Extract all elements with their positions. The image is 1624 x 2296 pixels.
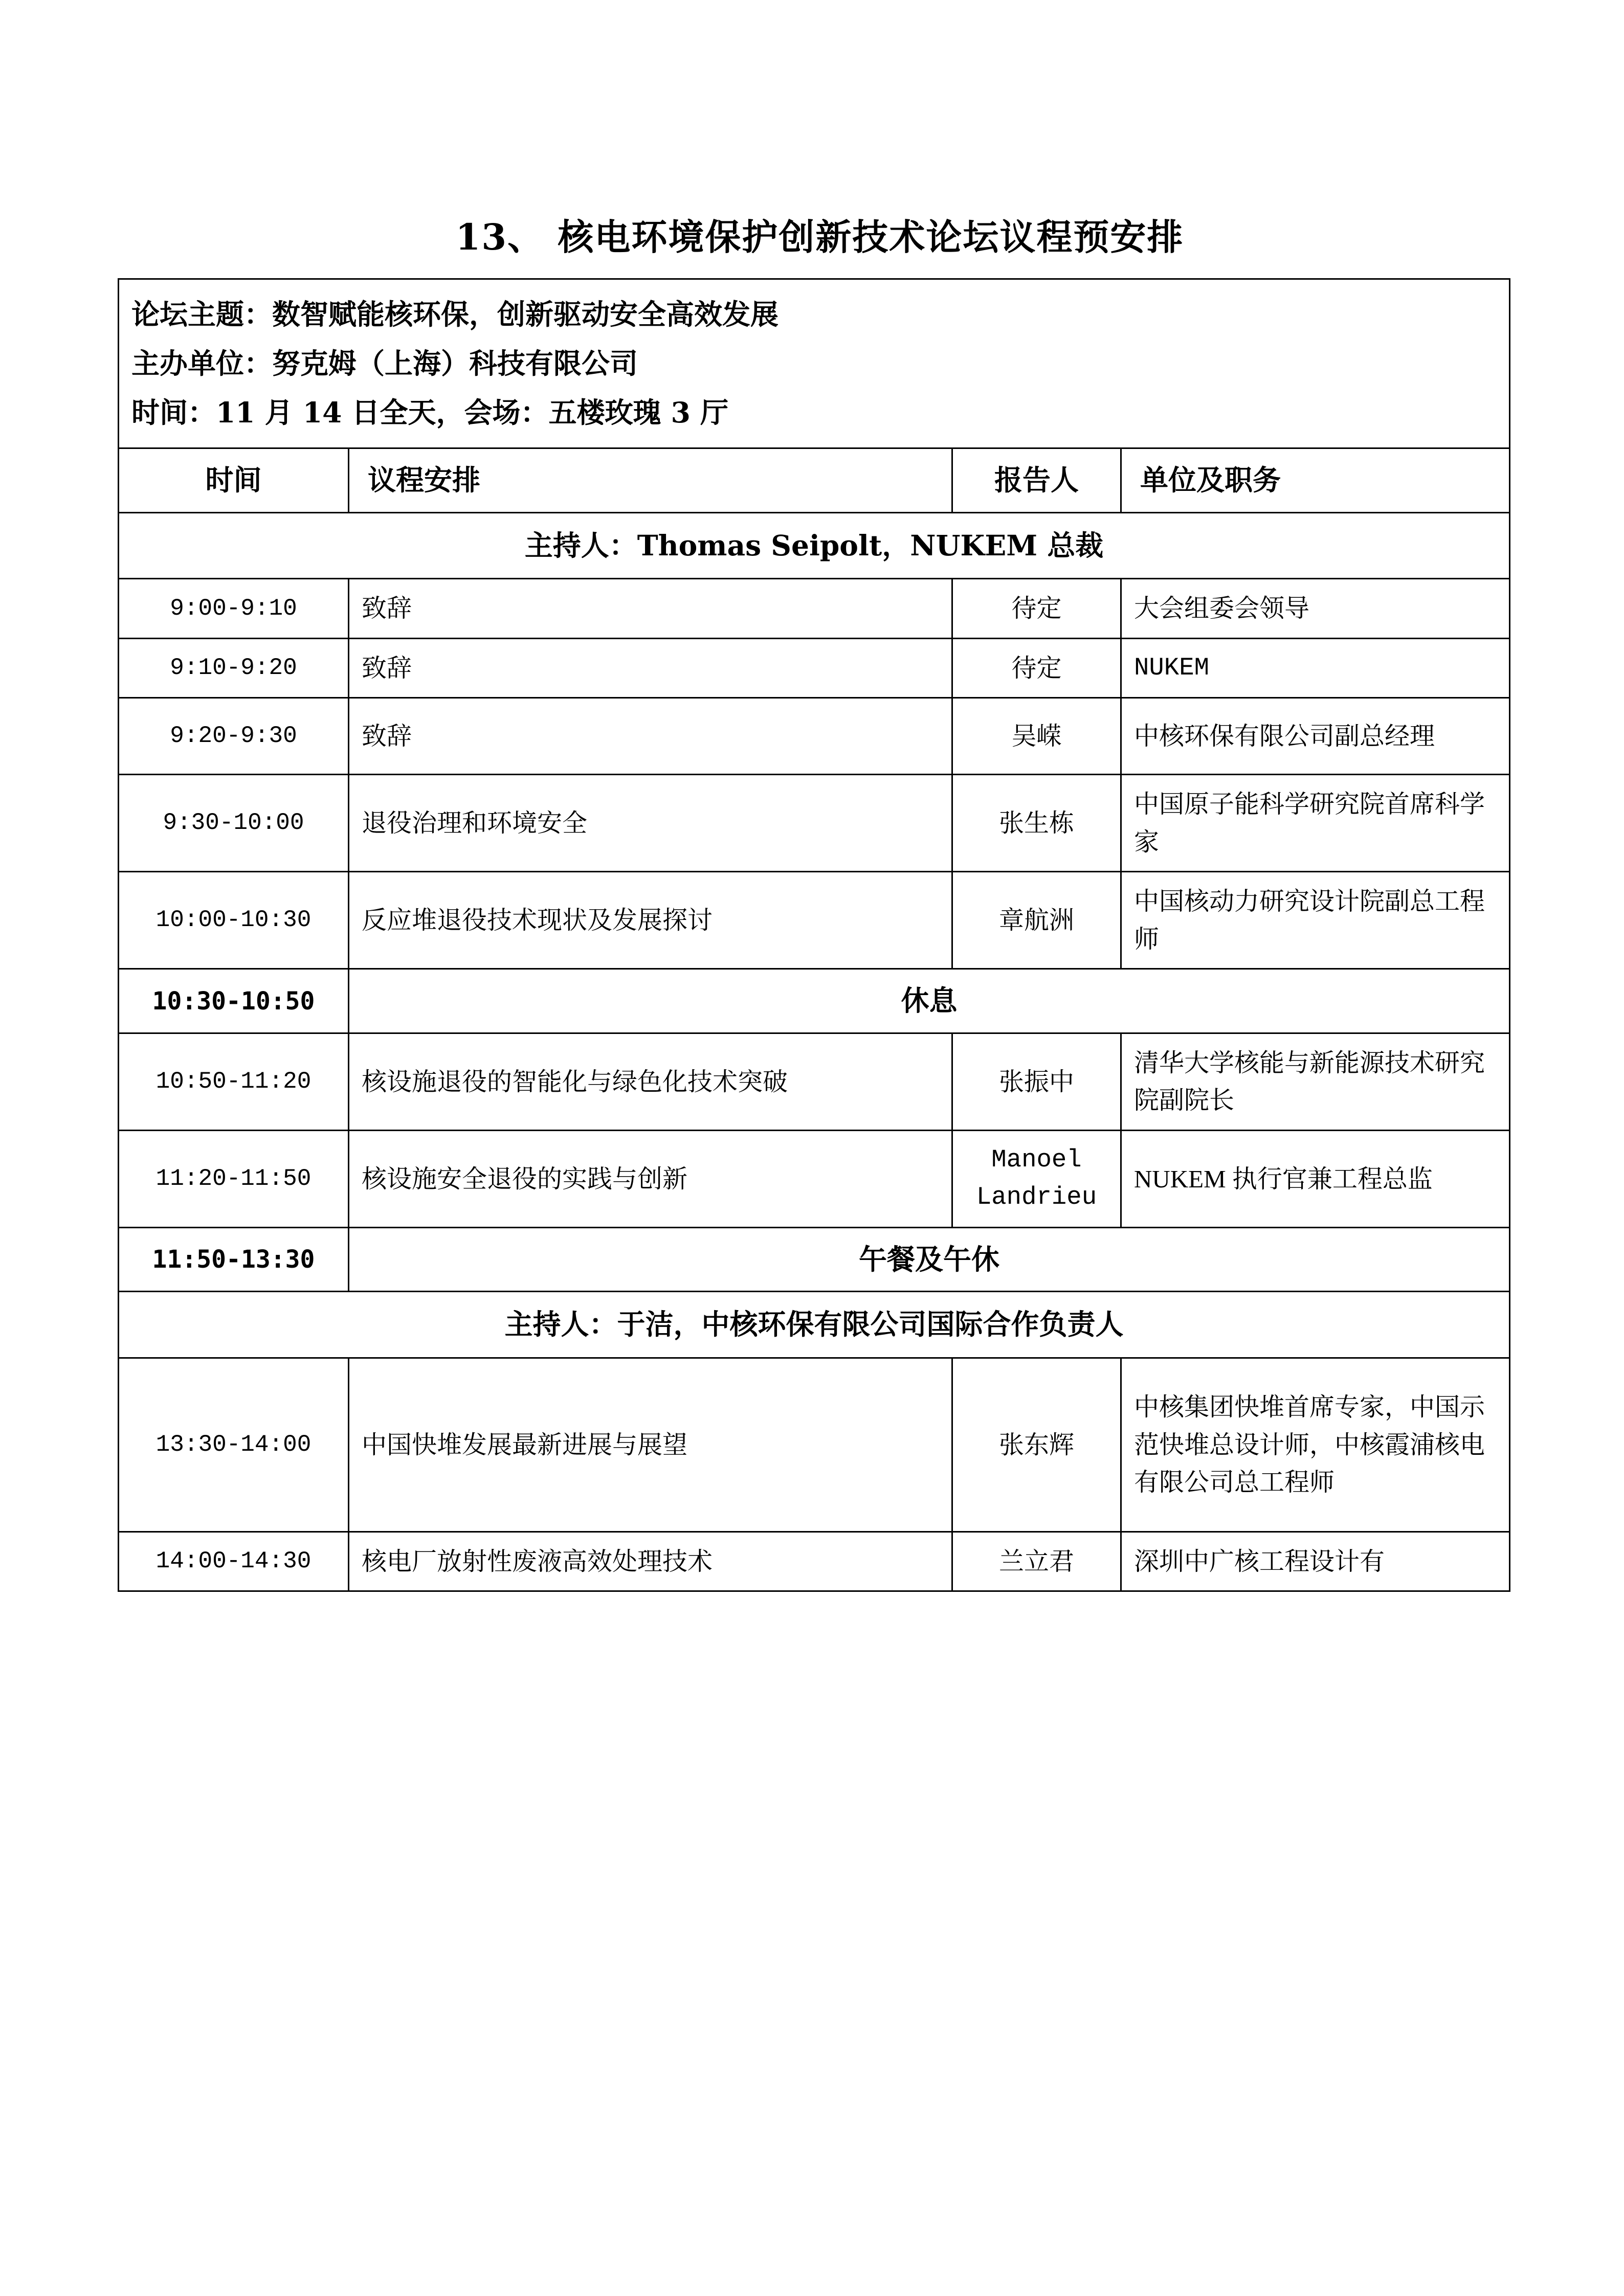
row-speaker: 张振中 — [952, 1033, 1121, 1130]
table-row — [119, 775, 1510, 872]
table-row — [119, 872, 1510, 969]
row-speaker: 章航洲 — [952, 872, 1121, 969]
row-org: 大会组委会领导 — [1121, 579, 1510, 639]
table-header-row — [119, 448, 1510, 513]
session-host-label: 主持人：Thomas Seipolt，NUKEM 总裁 — [119, 512, 1510, 579]
row-topic: 退役治理和环境安全 — [349, 775, 952, 872]
row-org: 中核环保有限公司副总经理 — [1121, 698, 1510, 775]
row-org: NUKEM — [1121, 638, 1510, 698]
forum-theme: 论坛主题：数智赋能核环保，创新驱动安全高效发展 — [131, 297, 779, 331]
break-label: 午餐及午休 — [349, 1227, 1510, 1292]
row-org: 深圳中广核工程设计有 — [1121, 1532, 1510, 1591]
column-header-time: 时间 — [119, 448, 349, 513]
row-topic: 核设施安全退役的实践与创新 — [349, 1130, 952, 1227]
row-speaker: Manoel Landrieu — [952, 1130, 1121, 1227]
row-org: NUKEM 执行官兼工程总监 — [1121, 1130, 1510, 1227]
row-speaker: 吴嵘 — [952, 698, 1121, 775]
row-topic: 反应堆退役技术现状及发展探讨 — [349, 872, 952, 969]
table-row — [119, 1532, 1510, 1591]
row-topic: 致辞 — [349, 638, 952, 698]
row-topic: 核电厂放射性废液高效处理技术 — [349, 1532, 952, 1591]
agenda-table — [118, 278, 1510, 1592]
row-time: 10:00-10:30 — [119, 872, 349, 969]
row-speaker: 兰立君 — [952, 1532, 1121, 1591]
session-row — [119, 512, 1510, 579]
table-row — [119, 1130, 1510, 1227]
row-speaker: 待定 — [952, 638, 1121, 698]
table-row — [119, 579, 1510, 639]
break-time: 10:30-10:50 — [119, 969, 349, 1033]
row-topic: 致辞 — [349, 579, 952, 639]
row-time: 9:30-10:00 — [119, 775, 349, 872]
break-time: 11:50-13:30 — [119, 1227, 349, 1292]
forum-header-block — [119, 279, 1510, 448]
row-topic: 致辞 — [349, 698, 952, 775]
row-org: 中国原子能科学研究院首席科学家 — [1121, 775, 1510, 872]
break-row — [119, 1227, 1510, 1292]
column-header-org: 单位及职务 — [1121, 448, 1510, 513]
page-title: 13、 核电环境保护创新技术论坛议程预安排 — [455, 216, 1184, 258]
row-speaker: 张东辉 — [952, 1358, 1121, 1532]
row-topic: 核设施退役的智能化与绿色化技术突破 — [349, 1033, 952, 1130]
table-row — [119, 1033, 1510, 1130]
table-row — [119, 638, 1510, 698]
row-time: 11:20-11:50 — [119, 1130, 349, 1227]
break-row — [119, 969, 1510, 1033]
row-org: 中核集团快堆首席专家，中国示范快堆总设计师，中核霞浦核电有限公司总工程师 — [1121, 1358, 1510, 1532]
session-host-label: 主持人：于洁，中核环保有限公司国际合作负责人 — [119, 1292, 1510, 1358]
column-header-speaker: 报告人 — [952, 448, 1121, 513]
break-label: 休息 — [349, 969, 1510, 1033]
table-row — [119, 698, 1510, 775]
forum-organizer: 主办单位：努克姆（上海）科技有限公司 — [131, 346, 638, 380]
row-time: 9:00-9:10 — [119, 579, 349, 639]
forum-header-cell — [119, 279, 1510, 448]
row-speaker: 张生栋 — [952, 775, 1121, 872]
row-topic: 中国快堆发展最新进展与展望 — [349, 1358, 952, 1532]
session-row — [119, 1292, 1510, 1358]
row-speaker: 待定 — [952, 579, 1121, 639]
row-time: 14:00-14:30 — [119, 1532, 349, 1591]
forum-time-venue: 时间：11 月 14 日全天，会场：五楼玫瑰 3 厅 — [131, 396, 729, 429]
column-header-topic: 议程安排 — [349, 448, 952, 513]
row-org: 清华大学核能与新能源技术研究院副院长 — [1121, 1033, 1510, 1130]
table-row — [119, 1358, 1510, 1532]
row-time: 9:10-9:20 — [119, 638, 349, 698]
row-time: 13:30-14:00 — [119, 1358, 349, 1532]
row-time: 9:20-9:30 — [119, 698, 349, 775]
row-time: 10:50-11:20 — [119, 1033, 349, 1130]
row-org: 中国核动力研究设计院副总工程师 — [1121, 872, 1510, 969]
